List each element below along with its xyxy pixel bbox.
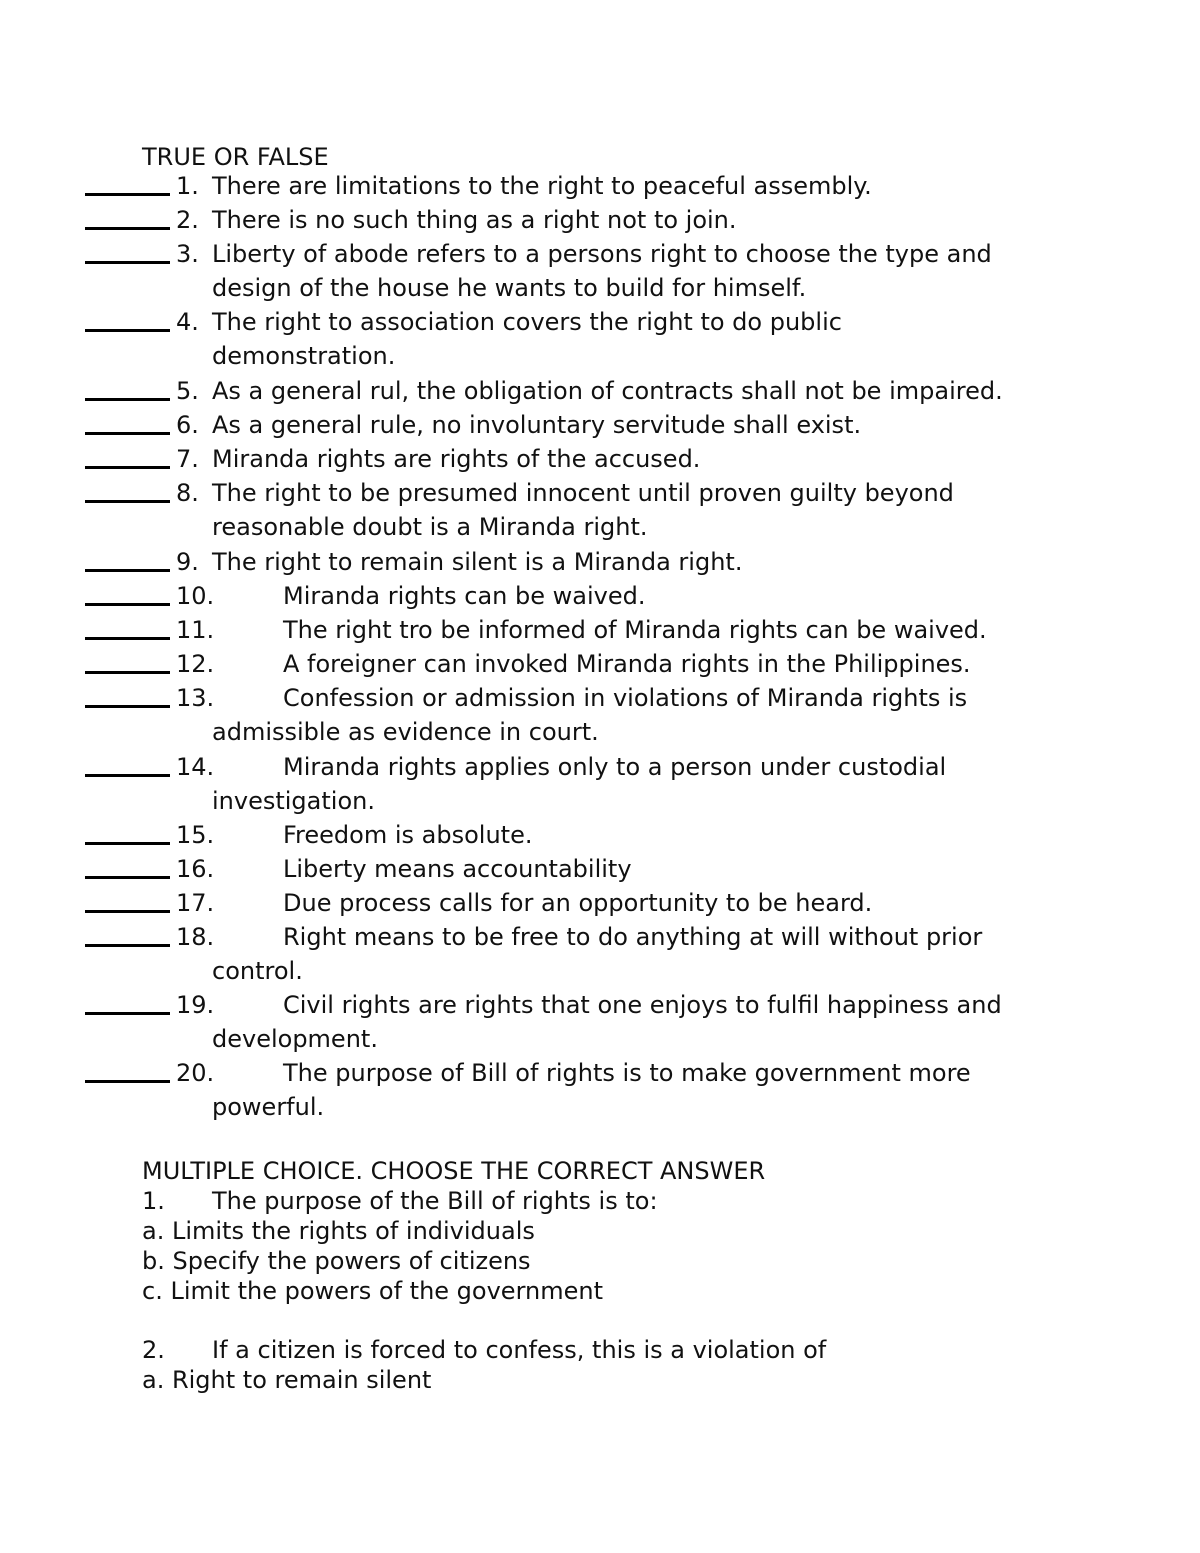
tf-item bbox=[0, 820, 1200, 854]
tf-item bbox=[0, 752, 1200, 786]
true-false-heading: TRUE OR FALSE bbox=[142, 143, 329, 171]
tf-item bbox=[0, 376, 1200, 410]
tf-item-number: 9. bbox=[176, 548, 199, 576]
tf-item-number: 13. bbox=[176, 684, 215, 712]
tf-item-number: 16. bbox=[176, 855, 215, 883]
tf-item-number: 8. bbox=[176, 479, 199, 507]
tf-item bbox=[0, 922, 1200, 956]
tf-item-text: The right to association covers the right to do public bbox=[212, 308, 842, 336]
tf-item-number: 6. bbox=[176, 411, 199, 439]
answer-blank[interactable] bbox=[85, 466, 170, 469]
mc-option[interactable]: c. Limit the powers of the government bbox=[142, 1277, 603, 1305]
answer-blank[interactable] bbox=[85, 193, 170, 196]
answer-blank[interactable] bbox=[85, 329, 170, 332]
tf-item bbox=[0, 888, 1200, 922]
multiple-choice-heading: MULTIPLE CHOICE. CHOOSE THE CORRECT ANSWER bbox=[142, 1157, 766, 1185]
tf-item-number: 7. bbox=[176, 445, 199, 473]
tf-item bbox=[0, 478, 1200, 512]
answer-blank[interactable] bbox=[85, 671, 170, 674]
tf-item-number: 11. bbox=[176, 616, 215, 644]
answer-blank[interactable] bbox=[85, 569, 170, 572]
tf-item-text: As a general rul, the obligation of contracts shall not be impaired. bbox=[212, 377, 1003, 405]
tf-item-text: Due process calls for an opportunity to be heard. bbox=[283, 889, 873, 917]
tf-item bbox=[0, 854, 1200, 888]
tf-item-number: 5. bbox=[176, 377, 199, 405]
tf-item-text: The right tro be informed of Miranda rights can be waived. bbox=[283, 616, 987, 644]
answer-blank[interactable] bbox=[85, 1012, 170, 1015]
tf-item bbox=[0, 615, 1200, 649]
answer-blank[interactable] bbox=[85, 842, 170, 845]
tf-item-continuation: investigation. bbox=[212, 787, 375, 815]
tf-item-number: 10. bbox=[176, 582, 215, 610]
mc-option[interactable]: a. Limits the rights of individuals bbox=[142, 1217, 535, 1245]
tf-item-text: As a general rule, no involuntary servitude shall exist. bbox=[212, 411, 862, 439]
answer-blank[interactable] bbox=[85, 944, 170, 947]
tf-item-text: Right means to be free to do anything at will without prior bbox=[283, 923, 983, 951]
tf-item-continuation: reasonable doubt is a Miranda right. bbox=[212, 513, 648, 541]
tf-item-number: 1. bbox=[176, 172, 199, 200]
tf-item-number: 14. bbox=[176, 753, 215, 781]
tf-item-text: Liberty means accountability bbox=[283, 855, 632, 883]
answer-blank[interactable] bbox=[85, 398, 170, 401]
tf-item-number: 20. bbox=[176, 1059, 215, 1087]
mc-question-text: If a citizen is forced to confess, this is a violation of bbox=[212, 1336, 827, 1364]
tf-item bbox=[0, 547, 1200, 581]
mc-question-text: The purpose of the Bill of rights is to: bbox=[212, 1187, 658, 1215]
tf-item-number: 17. bbox=[176, 889, 215, 917]
tf-item-number: 4. bbox=[176, 308, 199, 336]
answer-blank[interactable] bbox=[85, 876, 170, 879]
tf-item bbox=[0, 444, 1200, 478]
tf-item-text: There are limitations to the right to peaceful assembly. bbox=[212, 172, 872, 200]
mc-option[interactable]: a. Right to remain silent bbox=[142, 1366, 432, 1394]
answer-blank[interactable] bbox=[85, 637, 170, 640]
tf-item-number: 12. bbox=[176, 650, 215, 678]
tf-item-text: Civil rights are rights that one enjoys to fulfil happiness and bbox=[283, 991, 1002, 1019]
tf-item-continuation: powerful. bbox=[212, 1093, 325, 1121]
tf-item-number: 2. bbox=[176, 206, 199, 234]
tf-item bbox=[0, 683, 1200, 717]
answer-blank[interactable] bbox=[85, 910, 170, 913]
tf-item-text: Liberty of abode refers to a persons right to choose the type and bbox=[212, 240, 992, 268]
tf-item bbox=[0, 1058, 1200, 1092]
tf-item-number: 15. bbox=[176, 821, 215, 849]
mc-question-number: 2. bbox=[142, 1336, 165, 1364]
tf-item bbox=[0, 990, 1200, 1024]
answer-blank[interactable] bbox=[85, 261, 170, 264]
tf-item-text: Miranda rights are rights of the accused. bbox=[212, 445, 701, 473]
tf-item-text: Miranda rights can be waived. bbox=[283, 582, 646, 610]
tf-item-text: The purpose of Bill of rights is to make government more bbox=[283, 1059, 971, 1087]
tf-item-number: 3. bbox=[176, 240, 199, 268]
answer-blank[interactable] bbox=[85, 705, 170, 708]
answer-blank[interactable] bbox=[85, 227, 170, 230]
answer-blank[interactable] bbox=[85, 774, 170, 777]
mc-question-number: 1. bbox=[142, 1187, 165, 1215]
tf-item-continuation: demonstration. bbox=[212, 342, 396, 370]
tf-item-continuation: control. bbox=[212, 957, 303, 985]
tf-item bbox=[0, 307, 1200, 341]
tf-item-continuation: design of the house he wants to build for himself. bbox=[212, 274, 807, 302]
tf-item-text: The right to remain silent is a Miranda right. bbox=[212, 548, 743, 576]
answer-blank[interactable] bbox=[85, 432, 170, 435]
tf-item bbox=[0, 581, 1200, 615]
tf-item bbox=[0, 205, 1200, 239]
tf-item-text: There is no such thing as a right not to join. bbox=[212, 206, 737, 234]
tf-item bbox=[0, 171, 1200, 205]
tf-item-number: 19. bbox=[176, 991, 215, 1019]
tf-item-continuation: admissible as evidence in court. bbox=[212, 718, 599, 746]
mc-option[interactable]: b. Specify the powers of citizens bbox=[142, 1247, 531, 1275]
answer-blank[interactable] bbox=[85, 1080, 170, 1083]
tf-item-number: 18. bbox=[176, 923, 215, 951]
tf-item bbox=[0, 239, 1200, 273]
tf-item bbox=[0, 410, 1200, 444]
answer-blank[interactable] bbox=[85, 500, 170, 503]
tf-item bbox=[0, 649, 1200, 683]
tf-item-text: Freedom is absolute. bbox=[283, 821, 533, 849]
tf-item-text: The right to be presumed innocent until proven guilty beyond bbox=[212, 479, 954, 507]
tf-item-text: Confession or admission in violations of Miranda rights is bbox=[283, 684, 968, 712]
answer-blank[interactable] bbox=[85, 603, 170, 606]
tf-item-text: A foreigner can invoked Miranda rights in the Philippines. bbox=[283, 650, 971, 678]
tf-item-text: Miranda rights applies only to a person under custodial bbox=[283, 753, 947, 781]
tf-item-continuation: development. bbox=[212, 1025, 378, 1053]
